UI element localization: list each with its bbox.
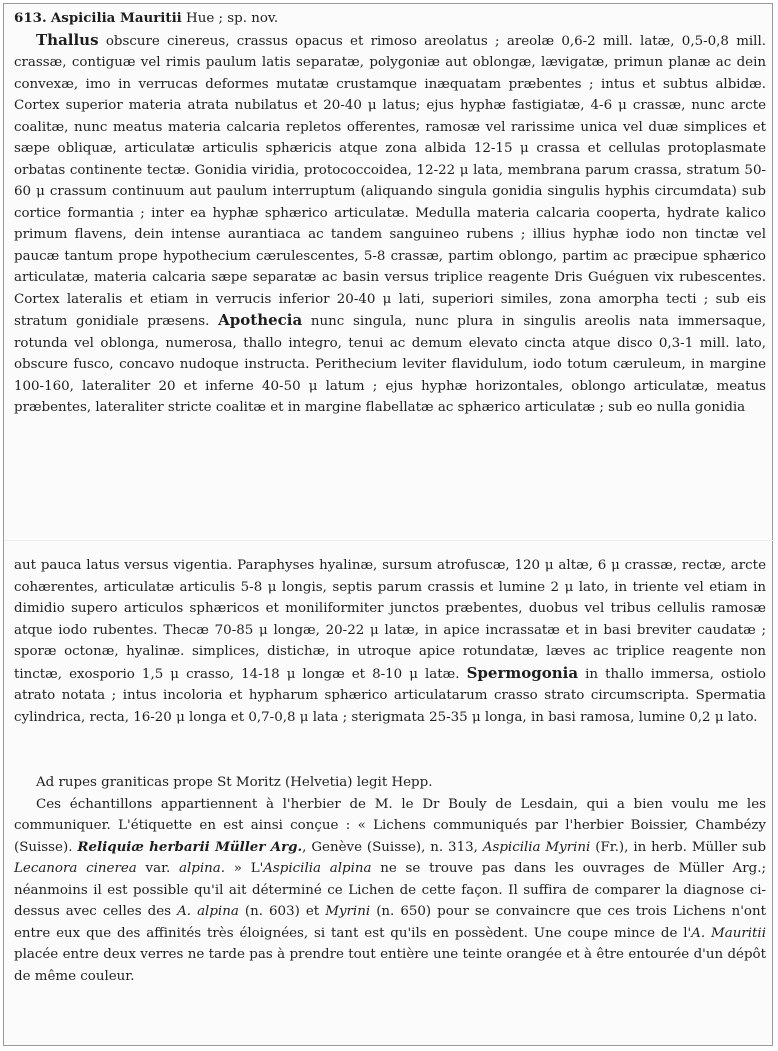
- thallus-paragraph: [14, 30, 766, 419]
- locality-line: Ad rupes graniticas prope St Moritz (Helvetia) legit Hepp.: [36, 775, 433, 790]
- commentary-text: Ces échantillons appartiennent à l'herbier de M. le Dr Bouly de Lesdain, qui a bien voulu me les communiquer. L'étiquette en est ainsi conçue : « Lichens communiqués par l'herbier Boissier, Chambézy (Suisse).: [14, 796, 766, 855]
- commentary-text: » L': [233, 861, 264, 876]
- continuation-block: [14, 555, 766, 728]
- commentary-text: var.: [145, 861, 171, 876]
- taxon-name: A. Mauritii: [691, 925, 766, 941]
- continuation-paragraph: [14, 555, 766, 728]
- commentary-text: (n. 603) et: [244, 904, 320, 919]
- commentary-text: (Fr.), in herb. Müller sub: [595, 839, 767, 855]
- taxon-name: Myrini: [325, 904, 371, 919]
- commentary-text: ne se trouve pas dans les ouvrages de Müller Arg.; néanmoins il est possible qu'il ait déterminé ce Lichen de cette façon. Il suffira de comparer la diagnose ci-dessus avec celles des: [14, 861, 766, 919]
- taxon-name: Lecanora cinerea: [14, 861, 137, 876]
- species-heading-line: [14, 8, 766, 30]
- species-authority: Hue ; sp. nov.: [186, 11, 279, 26]
- commentary-text: (n. 650) pour se convaincre que ces trois Lichens n'ont entre eux que des affinités très éloignées, si tant est qu'ils en possèdent. Une coupe mince de l': [14, 904, 766, 941]
- thallus-text: obscure cinereus, crassus opacus et rimoso areolatus ; areolæ 0,6-2 mill. latæ, 0,5-0,8 mill. crassæ, contiguæ vel rimis paulum latis separatæ, polygoniæ aut oblongæ, lævigatæ, primun planæ ac dein convexæ, imo in verrucas deformes mutatæ crustamque inæquatam præbentes ; intus et subtus albidæ. Cortex superior materia atrata nubilatus et 20-40 μ latus; ejus hyphæ fastigiatæ, 4-6 μ crassæ, nunc arcte coalitæ, nunc meatus materia calcaria repletos offerentes, ramosæ vel rarissime unica vel duæ simplices et sæpe obliquæ, articulatæ articulis sphæricis atque zona albida 12-15 μ crassa et cellulas protoplasmate orbatas continente tectæ. Gonidia viridia, protococcoidea, 12-22 μ lata, membrana parum crassa, stratum 50-60 μ crassum continuum aut paulum interruptum (aliquando singula gonidia singulis hyphis circumdata) sub cortice formantia ; inter ea hyphæ sphærico articulatæ. Medulla materia calcaria cooperta, hydrate kalico primum flavens, dein intense aurantiaca ac tandem sanguineo rubens ; illius hyphæ iodo non tinctæ vel paucæ tantum prope hypothecium cærulescentes, 5-8 crassæ, partim oblongo, partim ac præcipue sphærico articulatæ, materia calcaria sæpe separatæ ac basin versus triplice reagente Dris Guéguen vix rubescentes. Cortex lateralis et etiam in verrucis inferior 20-40 μ lati, superiori similes, zona amorpha tecti ; sub eis stratum gonidiale præsens.: [14, 33, 766, 329]
- taxon-name: Aspicilia Myrini: [482, 839, 591, 855]
- thallus-term: Thallus: [36, 30, 99, 49]
- apothecia-term: Apothecia: [218, 311, 303, 329]
- commentary-text: placée entre deux verres ne tarde pas à prendre tout entière une teinte orangée et à être entourée d'un dépôt de même couleur.: [14, 947, 766, 984]
- taxon-name: alpina.: [179, 861, 225, 876]
- commentary-text: , Genève (Suisse), n. 313,: [302, 839, 478, 855]
- entry-number: 613.: [14, 10, 47, 26]
- commentary-block: [14, 772, 766, 987]
- species-name: Aspicilia Mauritii: [50, 10, 182, 26]
- continuation-text-b: in thallo immersa, ostiolo atrato notata ; intus incoloria et hypharum sphærico articulatarum crasso strato circumscripta. Spermatia cylindrica, recta, 16-20 μ longa et 0,7-0,8 μ lata ; sterigmata 25-35 μ longa, in basi ramosa, lumine 0,2 μ lato.: [14, 666, 766, 725]
- taxon-name: A. alpina: [177, 904, 239, 919]
- continuation-text-a: aut pauca latus versus vigentia. Paraphyses hyalinæ, sursum atrofuscæ, 120 μ altæ, 6 μ crassæ, rectæ, arcte cohærentes, articulatæ articulis 5-8 μ longis, septis parum crassis et lumine 2 μ lato, in triente vel etiam in dimidio supero articulos sphæricos et moniliformiter junctos præbentes, duobus vel tribus cellulis ramosæ atque iodo rubentes. Thecæ 70-85 μ longæ, 20-22 μ latæ, in apice incrassatæ et in basi breviter caudatæ ; sporæ octonæ, hyalinæ. simplices, distichæ, in utroque apice rotundatæ, læves ac triplice reagente non tinctæ, exosporio 1,5 μ crasso, 14-18 μ longæ et 8-10 μ latæ.: [14, 558, 766, 682]
- spermogonia-term: Spermogonia: [466, 663, 579, 682]
- commentary-paragraph: [14, 794, 766, 988]
- description-block: [14, 8, 766, 419]
- apothecia-text: nunc singula, nunc plura in singulis areolis nata immersaque, rotunda vel oblonga, numerosa, thallo integro, tenui ac demum elevato cincta atque disco 0,3-1 mill. lato, obscure fusco, concavo nudoque instructa. Perithecium leviter flavidulum, iodo totum cæruleum, in margine 100-160, lateraliter 20 et inferne 40-50 μ latum ; ejus hyphæ horizontales, oblongo articulatæ, meatus præbentes, lateraliter stricte coalitæ et in margine flabellatæ ac sphærico articulatæ ; sub eo nulla gonidia: [14, 314, 766, 415]
- column-divider: [4, 540, 773, 541]
- herbarium-title: Reliquiæ herbarii Müller Arg.: [77, 838, 303, 855]
- taxon-name: Aspicilia alpina: [263, 861, 372, 876]
